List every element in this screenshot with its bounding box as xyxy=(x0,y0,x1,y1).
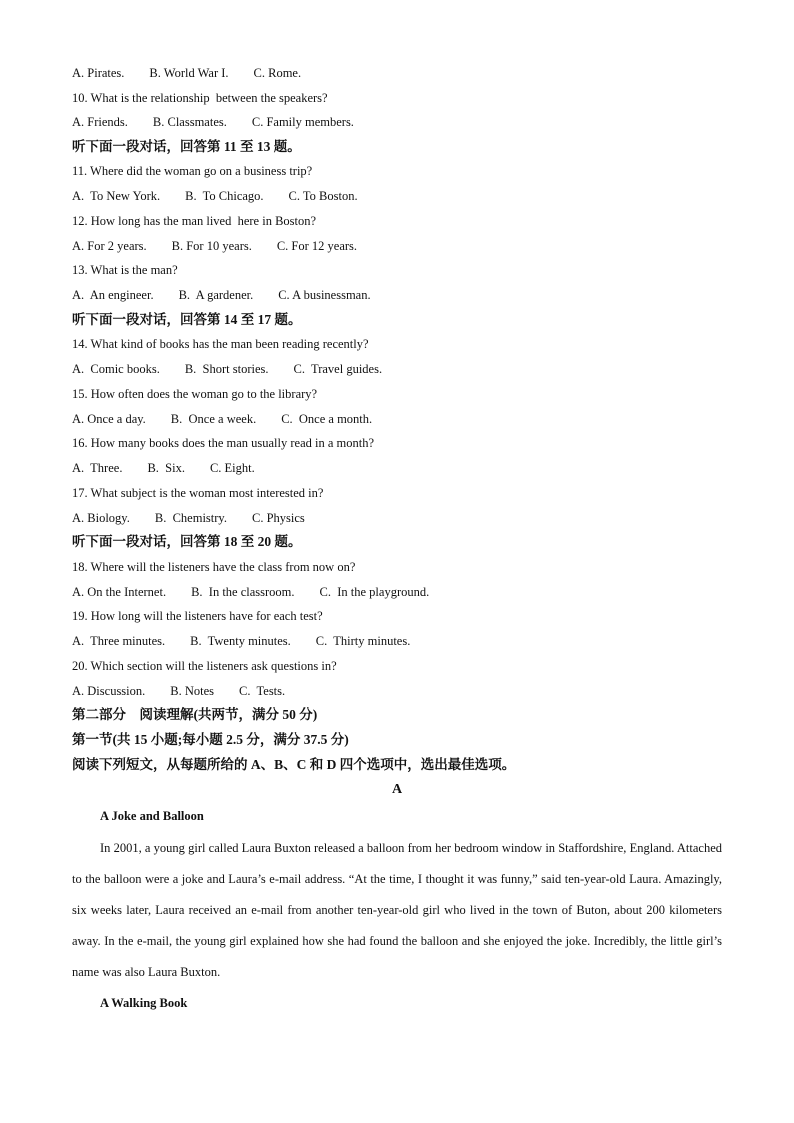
q9-options: A. Pirates. B. World War I. C. Rome. xyxy=(72,66,302,80)
section-one-heading: 第一节(共 15 小题;每小题 2.5 分，满分 37.5 分) xyxy=(72,732,349,747)
q15-options: A. Once a day. B. Once a week. C. Once a month. xyxy=(72,412,373,426)
q13-question: 13. What is the man? xyxy=(72,263,178,277)
q18-question: 18. Where will the listeners have the class from now on? xyxy=(72,560,356,574)
q13-options: A. An engineer. B. A gardener. C. A businessman. xyxy=(72,288,371,302)
q18-options: A. On the Internet. B. In the classroom. C. In the playground. xyxy=(72,585,430,599)
article-title-walking-book: A Walking Book xyxy=(100,996,188,1010)
q11-options: A. To New York. B. To Chicago. C. To Boston. xyxy=(72,189,358,203)
q12-options: A. For 2 years. B. For 10 years. C. For 12 years. xyxy=(72,239,358,253)
q16-options: A. Three. B. Six. C. Eight. xyxy=(72,461,255,475)
passage-letter: A xyxy=(391,782,403,797)
q17-question: 17. What subject is the woman most interested in? xyxy=(72,486,324,500)
part-two-heading: 第二部分 阅读理解(共两节，满分 50 分) xyxy=(72,707,318,722)
q17-options: A. Biology. B. Chemistry. C. Physics xyxy=(72,511,305,525)
section-instruction-14-17: 听下面一段对话，回答第 14 至 17 题。 xyxy=(72,312,302,327)
q19-question: 19. How long will the listeners have for each test? xyxy=(72,609,323,623)
q15-question: 15. How often does the woman go to the library? xyxy=(72,387,318,401)
q20-options: A. Discussion. B. Notes C. Tests. xyxy=(72,684,286,698)
q19-options: A. Three minutes. B. Twenty minutes. C. Thirty minutes. xyxy=(72,634,411,648)
reading-instruction: 阅读下列短文，从每题所给的 A、B、C 和 D 四个选项中，选出最佳选项。 xyxy=(72,757,516,772)
q14-question: 14. What kind of books has the man been reading recently? xyxy=(72,337,369,351)
section-instruction-11-13: 听下面一段对话，回答第 11 至 13 题。 xyxy=(72,139,301,154)
section-instruction-18-20: 听下面一段对话，回答第 18 至 20 题。 xyxy=(72,534,302,549)
article-title-joke-balloon: A Joke and Balloon xyxy=(100,809,204,823)
q10-options: A. Friends. B. Classmates. C. Family members. xyxy=(72,115,354,129)
article-body-joke-balloon: In 2001, a young girl called Laura Buxton released a balloon from her bedroom window in Staffordshire, England. Attached to the balloon were a joke and Laura’s e-mail address. “At the time, I thought it was funny,” said ten-year-old Laura. Amazingly, six weeks later, Laura received an e-mail from another ten-year-old girl who lived in the town of Buton, about 200 kilometers away. In the e-mail, the young girl explained how she had found the balloon and she enjoyed the joke. Incredibly, the little girl’s name was also Laura Buxton. xyxy=(72,841,722,979)
q11-question: 11. Where did the woman go on a business trip? xyxy=(72,164,313,178)
q10-question: 10. What is the relationship between the speakers? xyxy=(72,91,328,105)
q12-question: 12. How long has the man lived here in Boston? xyxy=(72,214,317,228)
q20-question: 20. Which section will the listeners ask questions in? xyxy=(72,659,337,673)
q16-question: 16. How many books does the man usually read in a month? xyxy=(72,436,375,450)
q14-options: A. Comic books. B. Short stories. C. Travel guides. xyxy=(72,362,383,376)
